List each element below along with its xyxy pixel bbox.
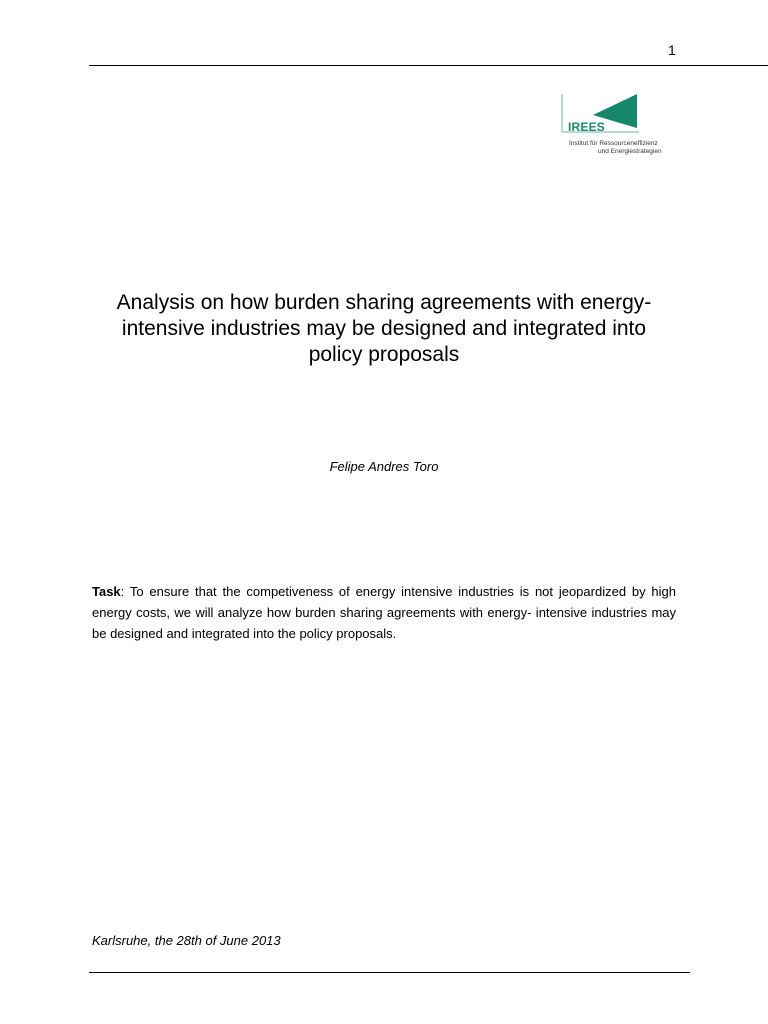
logo-subtitle-line1: Institut für Ressourceneffizienz bbox=[569, 140, 658, 147]
author-name: Felipe Andres Toro bbox=[329, 459, 439, 474]
logo-name: IREES bbox=[568, 120, 606, 134]
date-line: Karlsruhe, the 28th of June 2013 bbox=[92, 933, 281, 948]
task-text: : To ensure that the competiveness of energy intensive industries is not jeopardized by high energy costs, we will analyze how burden sharing agreements with energy- intensive industries may be designed and integrated into the policy proposals. bbox=[92, 584, 676, 641]
footer-rule bbox=[89, 972, 690, 973]
irees-logo bbox=[559, 92, 689, 172]
task-paragraph bbox=[92, 581, 676, 644]
logo-subtitle-line2: und Energiestrategien bbox=[598, 148, 662, 155]
page-number: 1 bbox=[668, 42, 676, 58]
logo-subtitle bbox=[569, 140, 662, 156]
document-title: Analysis on how burden sharing agreements with energy-intensive industries may be designed and integrated into policy proposals bbox=[116, 291, 652, 366]
header-rule bbox=[89, 65, 768, 66]
task-label: Task bbox=[92, 584, 121, 599]
